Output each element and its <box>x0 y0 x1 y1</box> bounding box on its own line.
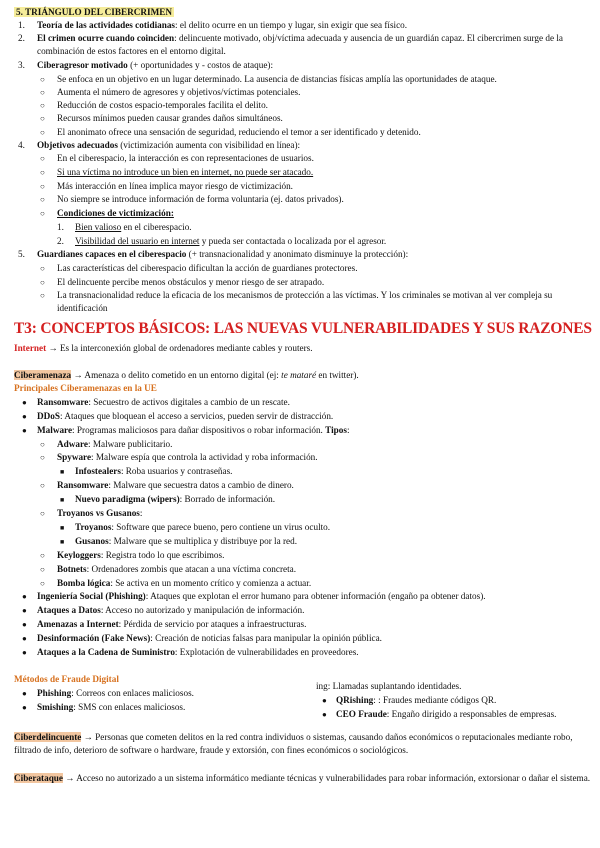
underlined-text: Visibilidad del usuario en internet <box>75 236 200 246</box>
internet-definition <box>14 342 313 355</box>
bullet-icon: ○ <box>40 551 45 560</box>
list-item <box>57 438 172 451</box>
list-item: Las características del ciberespacio dificultan la acción de guardianes protectores. <box>57 263 358 273</box>
malware-name: Bomba lógica <box>57 578 111 588</box>
bullet-icon: ● <box>22 412 27 421</box>
ciberamenaza-definition <box>14 369 359 382</box>
item-text: (+ oportunidades y - costos de ataque): <box>127 60 274 70</box>
malware-desc: : Registra todo lo que escribimos. <box>100 550 225 560</box>
item-bold: Objetivos adecuados <box>37 140 118 150</box>
ciberdelincuente-definition <box>14 731 592 757</box>
list-item <box>57 563 296 576</box>
list-item: El anonimato ofrece una sensación de seguridad, reduciendo el temor a ser identificado y detenido. <box>57 127 421 137</box>
bullet-icon: ○ <box>40 101 45 110</box>
malware-desc: : Malware que se multiplica y distribuye por la red. <box>108 536 298 546</box>
ciberataque-definition <box>14 772 592 785</box>
malware-desc: : <box>139 508 143 518</box>
list-item <box>18 248 25 261</box>
malware-desc: : Borrado de información. <box>179 494 276 504</box>
bullet-icon: ○ <box>40 264 45 273</box>
list-item: Más interacción en línea implica mayor riesgo de victimización. <box>57 181 293 191</box>
malware-desc: : Roba usuarios y contraseñas. <box>120 466 233 476</box>
list-item: El delincuente percibe menos obstáculos y menor riesgo de ser atrapado. <box>57 277 325 287</box>
bullet-icon: ○ <box>40 195 45 204</box>
section-heading <box>14 6 586 18</box>
item-number: 3. <box>18 60 25 70</box>
ciberamenaza-label: Ciberamenaza <box>14 370 72 380</box>
italic-example: te mataré <box>281 370 317 380</box>
metodos-title: Métodos de Fraude Digital <box>14 674 119 684</box>
list-item <box>37 396 290 409</box>
bullet-icon: ○ <box>40 154 45 163</box>
item-text: : delincuente motivado, obj/víctima adecuada y ausencia de un guardián capaz. El cibercrimen surge de la combinación de estos factores en el entorno digital. <box>37 33 563 56</box>
section-title: 5. TRIÁNGULO DEL CIBERCRIMEN <box>16 7 173 17</box>
metodo-desc: : : Fraudes mediante códigos QR. <box>373 695 497 705</box>
list-item <box>18 32 25 45</box>
malware-desc: : Ordenadores zombis que atacan a una víctima concreta. <box>86 564 297 574</box>
item-number: 2. <box>18 33 25 43</box>
bullet-icon: ● <box>322 696 327 705</box>
malware-desc: : Se activa en un momento crítico y comienza a actuar. <box>110 578 312 588</box>
list-item <box>37 687 194 700</box>
metodo-desc: : Correos con enlaces maliciosos. <box>71 688 194 698</box>
bullet-icon: ○ <box>40 182 45 191</box>
threat-name: Ataques a la Cadena de Suministro <box>37 647 175 657</box>
bullet-icon: ● <box>322 710 327 719</box>
bullet-icon: ○ <box>40 509 45 518</box>
malware-name: Troyanos vs Gusanos <box>57 508 140 518</box>
threat-name: Ataques a Datos <box>37 605 101 615</box>
malware-name: Adware <box>57 439 88 449</box>
list-item-text <box>37 248 408 261</box>
definition-text-end: en twitter). <box>316 370 359 380</box>
definition-text: → Personas que cometen delitos en la red contra individuos o sistemas, causando daños económicos o reputacionales mediante robo, filtrado de info, deterioro de software o hardware, fraude y extorsión, con fines económicos o sociológicos. <box>14 732 573 755</box>
bullet-icon: ● <box>22 606 27 615</box>
item-bold: Guardianes capaces en el ciberespacio <box>37 249 187 259</box>
threat-desc: : Explotación de vulnerabilidades en proveedores. <box>174 647 359 657</box>
item-text: (+ transnacionalidad y anonimato disminuye la protección): <box>186 249 409 259</box>
bullet-icon: ○ <box>40 579 45 588</box>
item-bold: Ciberagresor motivado <box>37 60 128 70</box>
threat-desc: : Creación de noticias falsas para manipular la opinión pública. <box>150 633 382 643</box>
item-text: : el delito ocurre en un tiempo y lugar, sin exigir que sea físico. <box>175 20 408 30</box>
bullet-icon: ○ <box>40 291 45 300</box>
internet-label: Internet <box>14 343 47 353</box>
item-bold: Teoría de las actividades cotidianas <box>37 20 175 30</box>
metodo-name: CEO Fraude <box>336 709 387 719</box>
bullet-icon: ○ <box>40 481 45 490</box>
list-item: Reducción de costos espacio-temporales facilita el delito. <box>57 100 268 110</box>
threat-name: Ingeniería Social (Phishing) <box>37 591 146 601</box>
threat-desc: : Programas maliciosos para dañar dispositivos o robar información. <box>72 425 326 435</box>
underlined-text: Si una víctima no introduce un bien en internet, no puede ser atacado. <box>57 167 314 177</box>
item-number: 2. <box>57 236 64 246</box>
list-item: Recursos mínimos pueden causar grandes daños simultáneos. <box>57 113 283 123</box>
item-text: en el ciberespacio. <box>121 222 192 232</box>
item-text: (victimización aumenta con visibilidad en línea): <box>117 140 301 150</box>
list-item-text <box>37 139 300 152</box>
list-item <box>37 590 486 603</box>
list-item <box>57 479 294 492</box>
item-bold: El crimen ocurre cuando coinciden <box>37 33 175 43</box>
bullet-icon: ■ <box>60 538 65 546</box>
threat-name: DDoS <box>37 411 60 421</box>
list-item <box>37 424 350 437</box>
malware-desc: : Software que parece bueno, pero contiene un virus oculto. <box>111 522 331 532</box>
list-item <box>37 632 382 645</box>
list-item-text <box>37 32 592 58</box>
list-item <box>57 549 224 562</box>
bullet-icon: ● <box>22 703 27 712</box>
malware-desc: : Malware espía que controla la actividad y roba información. <box>91 452 318 462</box>
metodo-name: QRishing <box>336 695 374 705</box>
threat-name: Ransomware <box>37 397 89 407</box>
threat-desc: : Pérdida de servicio por ataques a infraestructuras. <box>118 619 307 629</box>
metodo-name: Phishing <box>37 688 72 698</box>
item-number: 1. <box>18 20 25 30</box>
list-item: Aumenta el número de agresores y objetivos/víctimas potenciales. <box>57 87 301 97</box>
definition-text: → Es la interconexión global de ordenadores mediante cables y routers. <box>46 343 313 353</box>
metodo-desc: : Engaño dirigido a responsables de empresas. <box>386 709 557 719</box>
bullet-icon: ● <box>22 689 27 698</box>
malware-name: Spyware <box>57 452 92 462</box>
malware-name: Infostealers <box>75 466 121 476</box>
list-item <box>75 521 330 534</box>
bullet-icon: ● <box>22 634 27 643</box>
tipos-label: Tipos <box>325 425 347 435</box>
bullet-icon: ○ <box>40 114 45 123</box>
list-item <box>336 708 556 721</box>
bullet-icon: ● <box>22 620 27 629</box>
list-item <box>37 701 185 714</box>
item-text: y pueda ser contactada o localizada por el agresor. <box>199 236 387 246</box>
metodo-desc: : SMS con enlaces maliciosos. <box>73 702 186 712</box>
list-item <box>336 694 496 707</box>
bullet-icon: ■ <box>60 496 65 504</box>
item-number: 1. <box>57 222 64 232</box>
malware-desc: : Malware publicitario. <box>87 439 173 449</box>
bullet-icon: ■ <box>60 468 65 476</box>
item-number: 5. <box>18 249 25 259</box>
threat-desc: : Acceso no autorizado y manipulación de información. <box>100 605 305 615</box>
list-item <box>57 507 142 520</box>
colon: : <box>346 425 350 435</box>
list-item <box>57 207 174 220</box>
t3-title: T3: CONCEPTOS BÁSICOS: LAS NUEVAS VULNERABILIDADES Y SUS RAZONES <box>14 320 592 337</box>
list-item <box>18 19 25 32</box>
list-item: Se enfoca en un objetivo en un lugar determinado. La ausencia de distancias físicas amplía las oportunidades de ataque. <box>57 74 497 84</box>
list-item <box>37 410 333 423</box>
threat-name: Malware <box>37 425 73 435</box>
bullet-icon: ● <box>22 648 27 657</box>
bullet-icon: ○ <box>40 565 45 574</box>
item-number: 4. <box>18 140 25 150</box>
bullet-icon: ■ <box>60 524 65 532</box>
list-item <box>75 493 275 506</box>
threat-desc: : Ataques que bloquean el acceso a servicios, pueden servir de distracción. <box>59 411 334 421</box>
list-item <box>37 604 304 617</box>
bullet-icon: ● <box>22 592 27 601</box>
bullet-icon: ○ <box>40 209 45 218</box>
condiciones-label: Condiciones de victimización: <box>57 208 174 218</box>
definition-text: → Amenaza o delito cometido en un entorno digital (ej: <box>71 370 282 380</box>
list-item <box>75 221 192 234</box>
bullet-icon: ○ <box>40 168 45 177</box>
list-item <box>37 646 359 659</box>
bullet-icon: ○ <box>40 453 45 462</box>
threat-name: Desinformación (Fake News) <box>37 633 151 643</box>
list-item <box>57 577 311 590</box>
principales-title: Principales Ciberamenazas en la UE <box>14 383 157 393</box>
list-item <box>75 465 232 478</box>
list-item: ing: Llamadas suplantando identidades. <box>316 681 462 691</box>
malware-desc: : Malware que secuestra datos a cambio de dinero. <box>108 480 294 490</box>
metodo-name: Smishing <box>37 702 74 712</box>
malware-name: Troyanos <box>75 522 112 532</box>
threat-desc: : Secuestro de activos digitales a cambio de un rescate. <box>88 397 290 407</box>
bullet-icon: ○ <box>40 88 45 97</box>
threat-desc: : Ataques que explotan el error humano para obtener información (engaño pa obtener datos). <box>145 591 486 601</box>
bullet-icon: ○ <box>40 128 45 137</box>
malware-name: Nuevo paradigma (wipers) <box>75 494 180 504</box>
malware-name: Ransomware <box>57 480 109 490</box>
threat-name: Amenazas a Internet <box>37 619 119 629</box>
list-item: En el ciberespacio, la interacción es con representaciones de usuarios. <box>57 153 314 163</box>
list-item <box>75 235 386 248</box>
malware-name: Gusanos <box>75 536 109 546</box>
list-item: No siempre se introduce información de forma voluntaria (ej. datos privados). <box>57 194 344 204</box>
underlined-text: Bien valioso <box>75 222 122 232</box>
list-item <box>57 166 313 179</box>
definition-text: → Acceso no autorizado a un sistema informático mediante técnicas y vulnerabilidades para robar información, extorsionar o dañar el sistema. <box>63 773 591 783</box>
list-item-text <box>37 59 273 72</box>
list-item <box>75 535 297 548</box>
ciberdelincuente-label: Ciberdelincuente <box>14 732 82 742</box>
list-item <box>18 59 25 72</box>
bullet-icon: ● <box>22 426 27 435</box>
bullet-icon: ○ <box>40 278 45 287</box>
ciberataque-label: Ciberataque <box>14 773 63 783</box>
list-item: La transnacionalidad reduce la eficacia de los mecanismos de protección a las víctimas. Y los criminales se motivan al ver compleja su identificación <box>57 290 553 313</box>
bullet-icon: ○ <box>40 75 45 84</box>
bullet-icon: ● <box>22 398 27 407</box>
list-item-text <box>37 19 407 32</box>
list-item <box>37 618 306 631</box>
malware-name: Botnets <box>57 564 87 574</box>
bullet-icon: ○ <box>40 440 45 449</box>
list-item <box>57 451 318 464</box>
list-item <box>18 139 25 152</box>
malware-name: Keyloggers <box>57 550 101 560</box>
